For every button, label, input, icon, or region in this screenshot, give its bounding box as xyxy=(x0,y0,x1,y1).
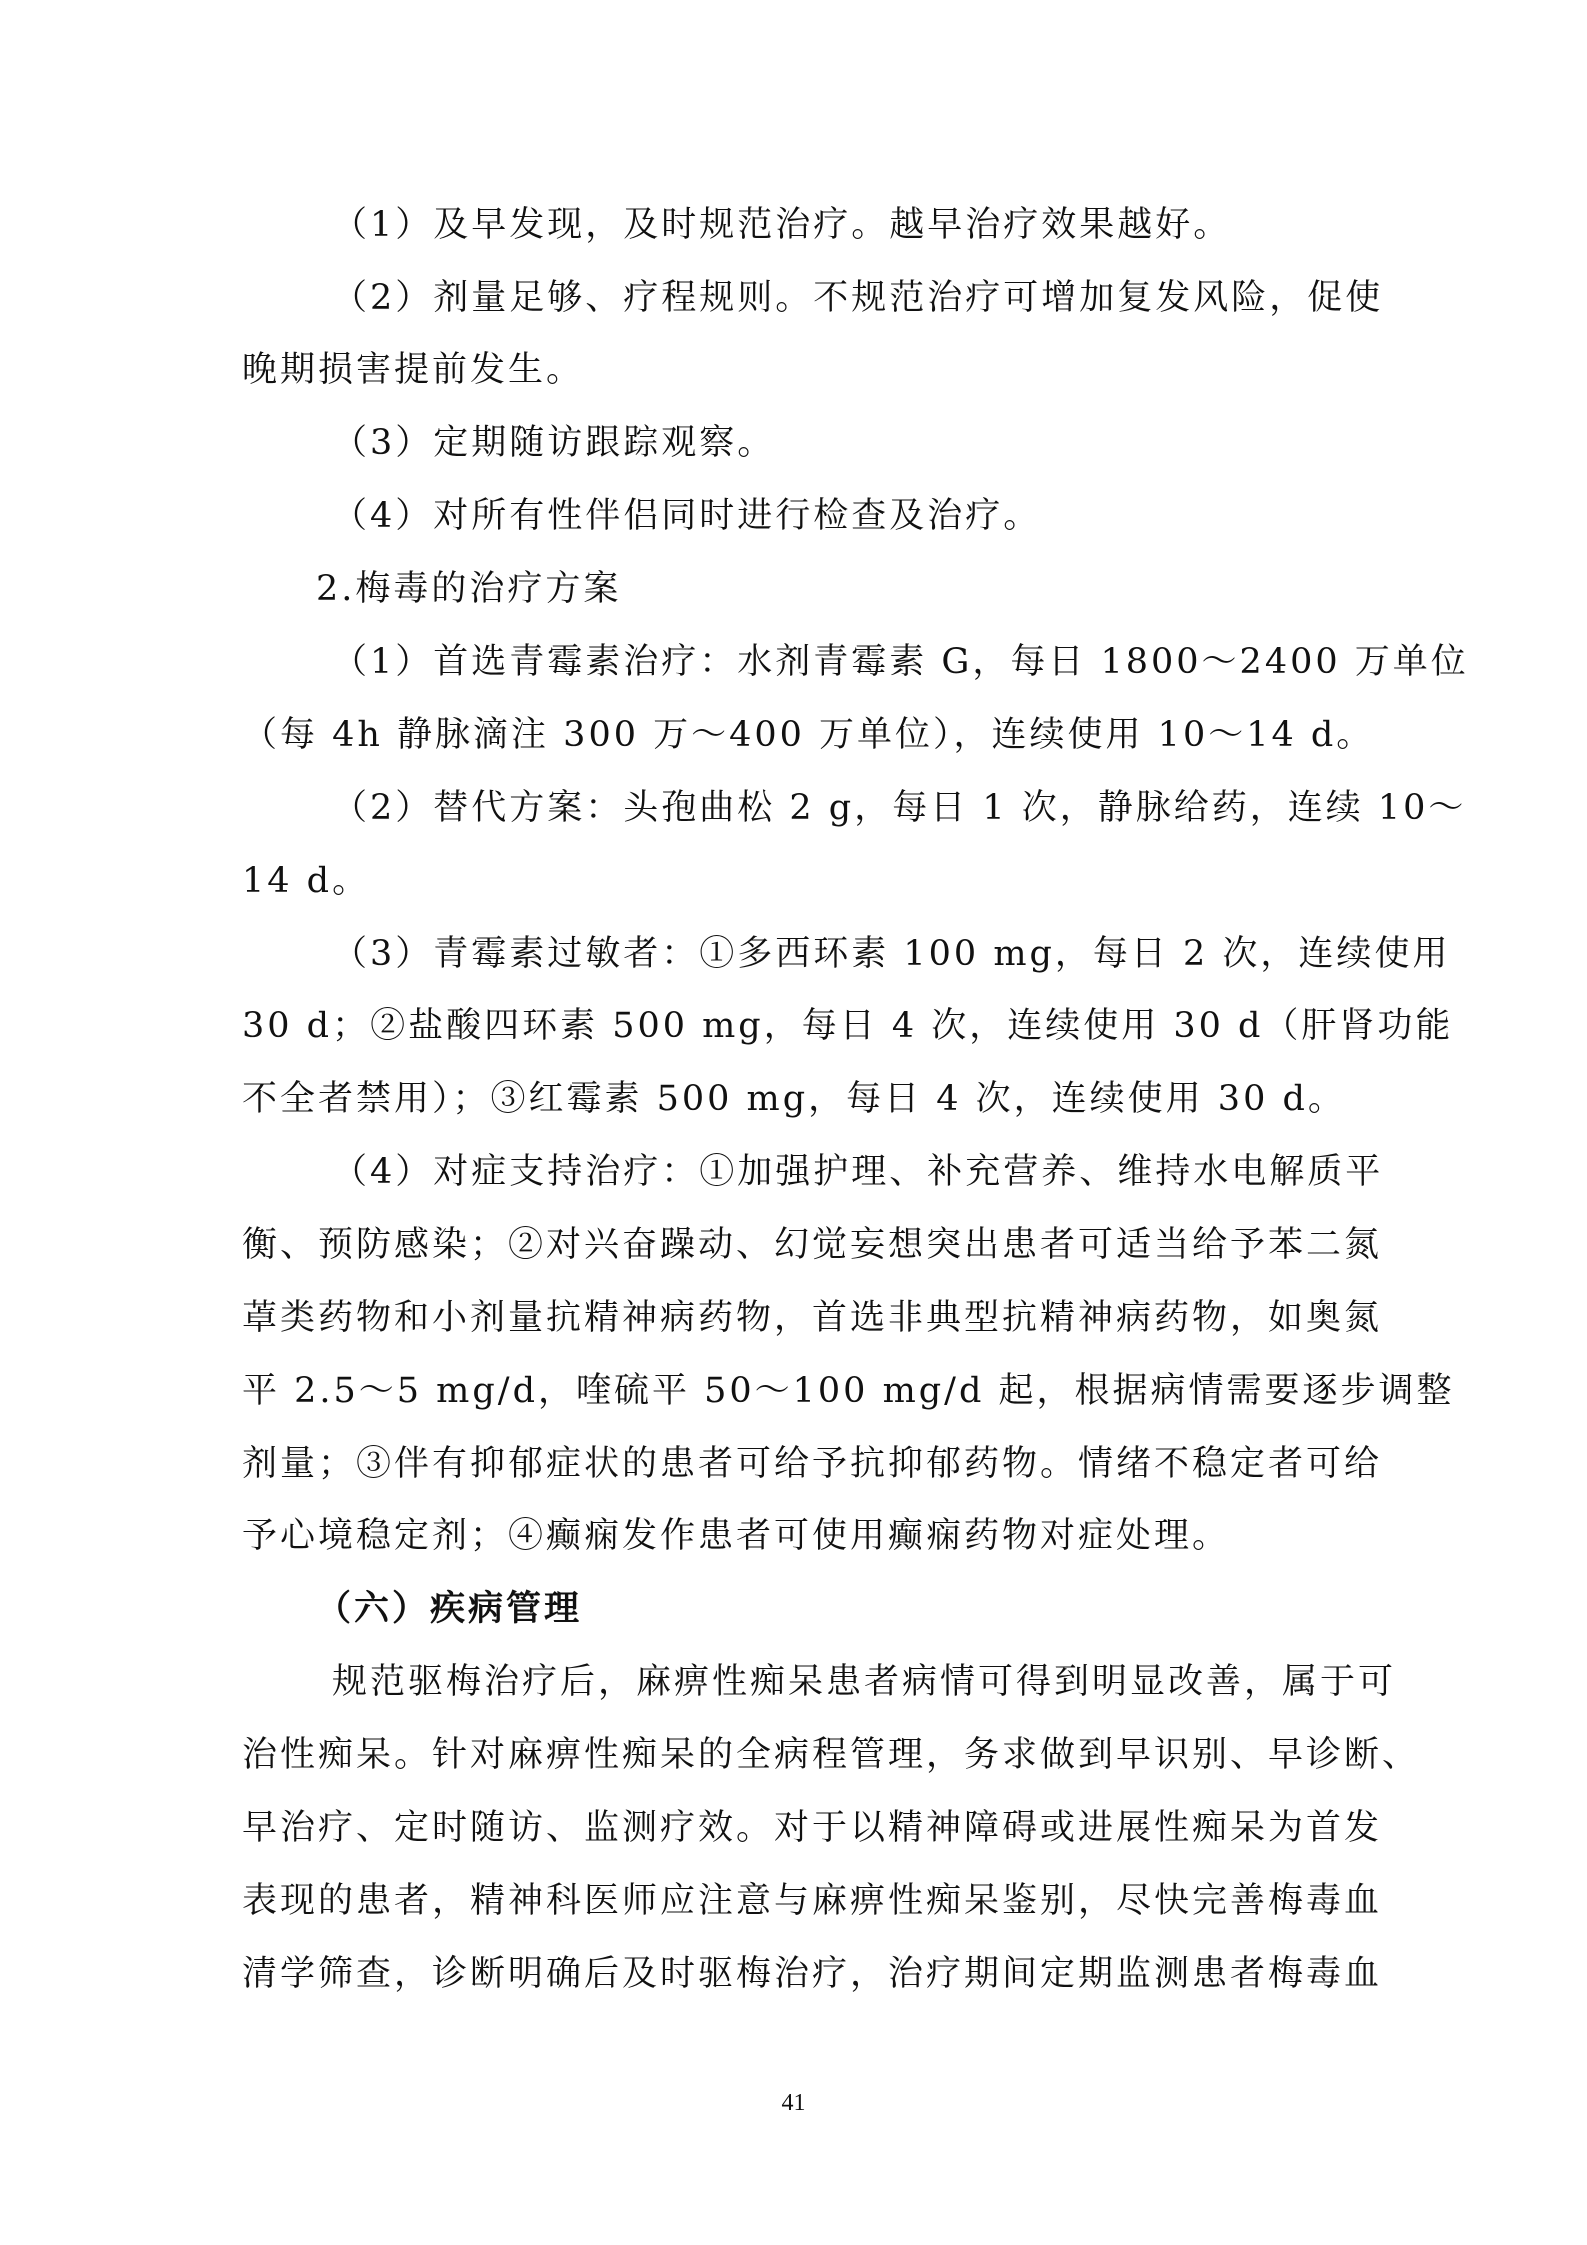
page-number: 41 xyxy=(781,2090,806,2116)
paragraph-line: 规范驱梅治疗后，麻痹性痴呆患者病情可得到明显改善，属于可 xyxy=(332,1662,1397,1702)
paragraph-line: 晚期损害提前发生。 xyxy=(242,350,585,390)
paragraph-line: （2）剂量足够、疗程规则。不规范治疗可增加复发风险，促使 xyxy=(332,278,1384,318)
paragraph-line: 早治疗、定时随访、监测疗效。对于以精神障碍或进展性痴呆为首发 xyxy=(242,1808,1383,1848)
paragraph-line: （1）及早发现，及时规范治疗。越早治疗效果越好。 xyxy=(332,205,1232,245)
paragraph-line: 表现的患者，精神科医师应注意与麻痹性痴呆鉴别，尽快完善梅毒血 xyxy=(242,1881,1383,1921)
paragraph-line: （4）对症支持治疗：①加强护理、补充营养、维持水电解质平 xyxy=(332,1152,1384,1192)
paragraph-line: （2）替代方案：头孢曲松 2 g，每日 1 次，静脉给药，连续 10～ xyxy=(332,788,1467,828)
section-subheading: 2.梅毒的治疗方案 xyxy=(316,569,622,609)
paragraph-line: （3）定期随访跟踪观察。 xyxy=(332,423,776,463)
paragraph-line: （3）青霉素过敏者：①多西环素 100 mg，每日 2 次，连续使用 xyxy=(332,934,1451,974)
paragraph-line: 不全者禁用）；③红霉素 500 mg，每日 4 次，连续使用 30 d。 xyxy=(242,1079,1346,1119)
section-heading: （六）疾病管理 xyxy=(316,1588,583,1629)
paragraph-line: 䓬类药物和小剂量抗精神病药物，首选非典型抗精神病药物，如奥氮 xyxy=(242,1298,1383,1338)
paragraph-line: 清学筛查，诊断明确后及时驱梅治疗，治疗期间定期监测患者梅毒血 xyxy=(242,1954,1383,1994)
paragraph-line: （4）对所有性伴侣同时进行检查及治疗。 xyxy=(332,496,1042,536)
paragraph-line: 治性痴呆。针对麻痹性痴呆的全病程管理，务求做到早识别、早诊断、 xyxy=(242,1735,1421,1775)
paragraph-line: 30 d；②盐酸四环素 500 mg，每日 4 次，连续使用 30 d（肝肾功能 xyxy=(242,1006,1454,1046)
paragraph-line: （每 4h 静脉滴注 300 万～400 万单位），连续使用 10～14 d。 xyxy=(242,715,1375,755)
paragraph-line: 予心境稳定剂；④癫痫发作患者可使用癫痫药物对症处理。 xyxy=(242,1516,1231,1556)
paragraph-line: 14 d。 xyxy=(242,861,371,901)
paragraph-line: 剂量；③伴有抑郁症状的患者可给予抗抑郁药物。情绪不稳定者可给 xyxy=(242,1444,1383,1484)
paragraph-line: 平 2.5～5 mg/d，喹硫平 50～100 mg/d 起，根据病情需要逐步调整 xyxy=(242,1371,1455,1411)
paragraph-line: （1）首选青霉素治疗：水剂青霉素 G，每日 1800～2400 万单位 xyxy=(332,642,1469,682)
paragraph-line: 衡、预防感染；②对兴奋躁动、幻觉妄想突出患者可适当给予苯二氮 xyxy=(242,1225,1383,1265)
